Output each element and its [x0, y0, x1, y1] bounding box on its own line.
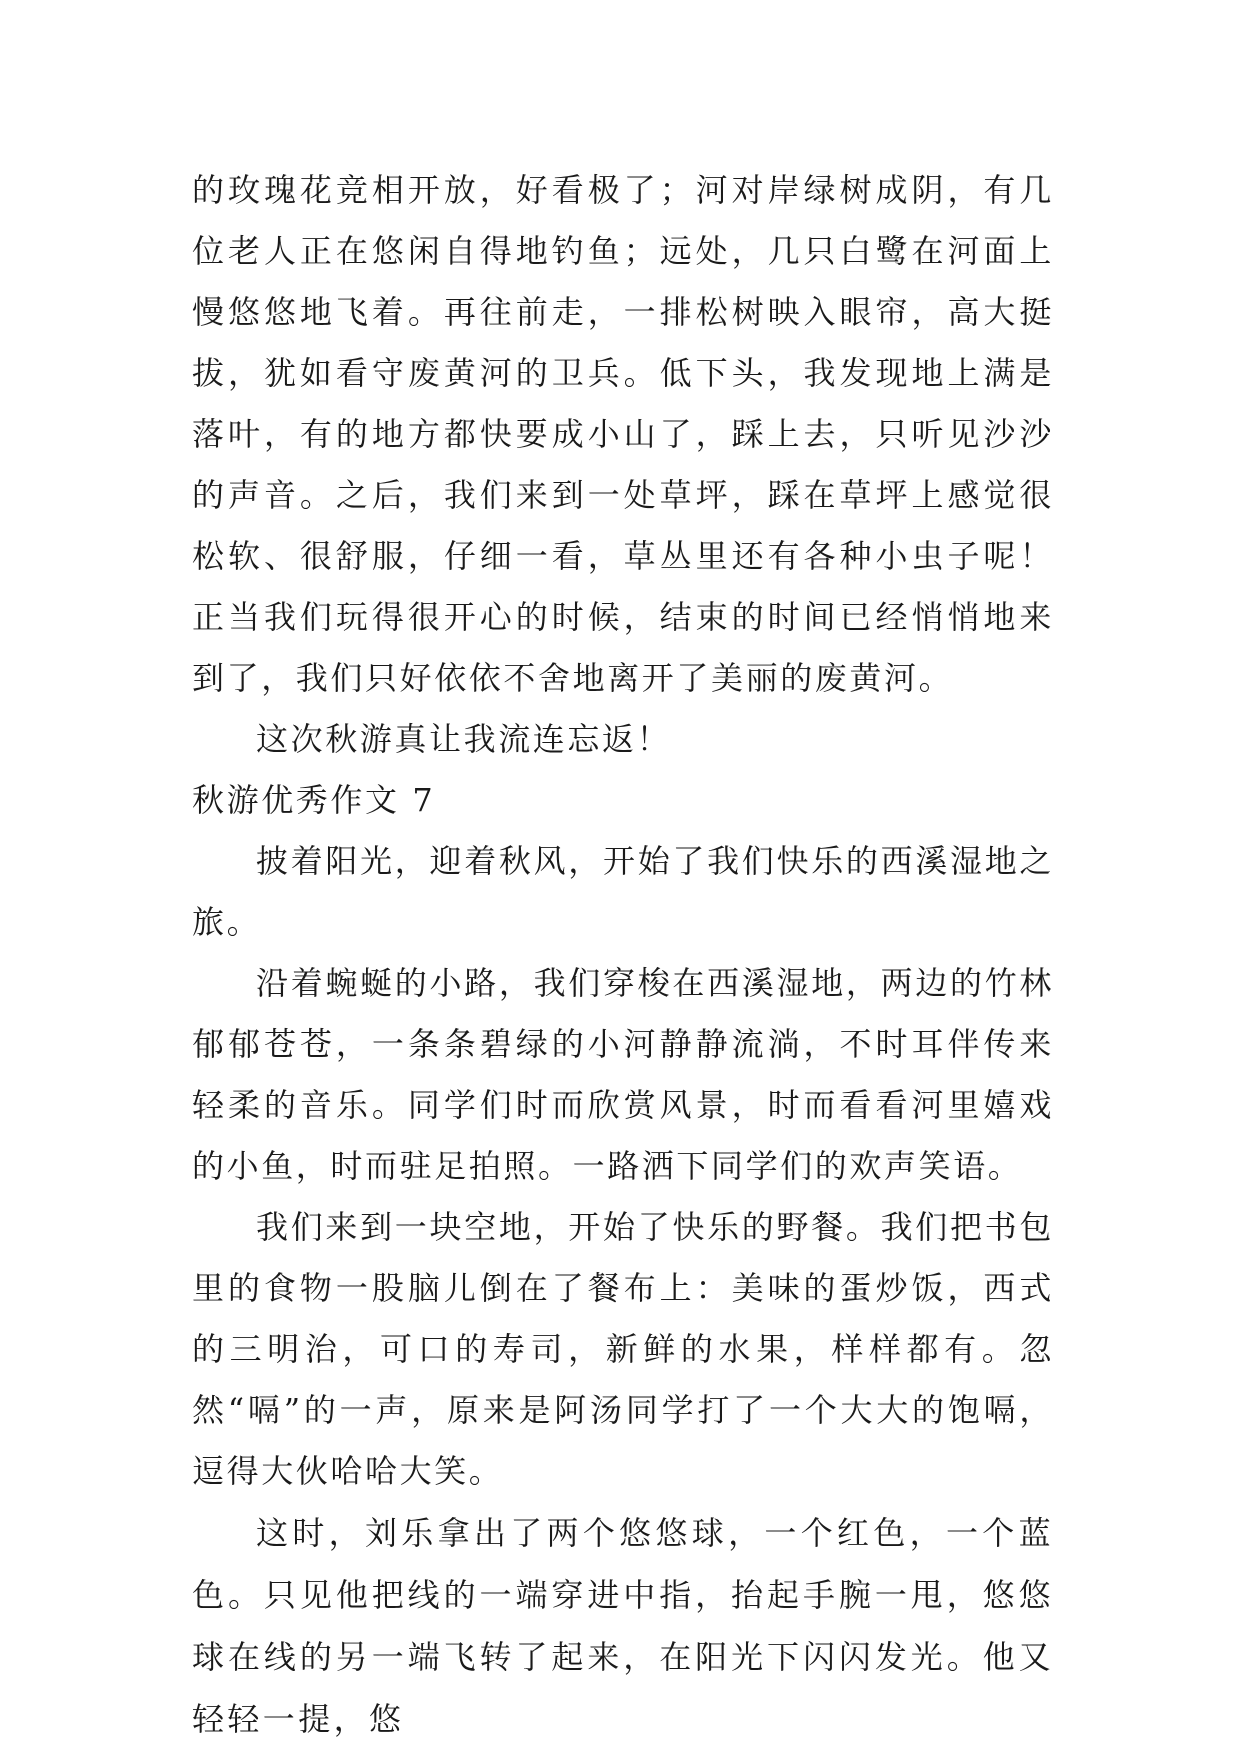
- paragraph-4: 沿着蜿蜒的小路，我们穿梭在西溪湿地，两边的竹林郁郁苍苍，一条条碧绿的小河静静流淌，不时耳伴传来轻柔的音乐。同学们时而欣赏风景，时而看看河里嬉戏的小鱼，时而驻足拍照。一路洒下同学们的欢声笑语。: [192, 964, 1054, 1185]
- document-body: [192, 160, 1054, 1750]
- section-heading: 秋游优秀作文 7: [192, 781, 436, 819]
- paragraph-5: 我们来到一块空地，开始了快乐的野餐。我们把书包里的食物一股脑儿倒在了餐布上：美味的蛋炒饭，西式的三明治，可口的寿司，新鲜的水果，样样都有。忽然“嗝”的一声，原来是阿汤同学打了一个大大的饱嗝，逗得大伙哈哈大笑。: [192, 1208, 1054, 1490]
- paragraph-6: 这时，刘乐拿出了两个悠悠球，一个红色，一个蓝色。只见他把线的一端穿进中指，抬起手腕一甩，悠悠球在线的另一端飞转了起来，在阳光下闪闪发光。他又轻轻一提，悠: [192, 1514, 1054, 1738]
- paragraph-2: 这次秋游真让我流连忘返！: [256, 720, 672, 758]
- paragraph-1: 的玫瑰花竞相开放，好看极了；河对岸绿树成阴，有几位老人正在悠闲自得地钓鱼；远处，几只白鹭在河面上慢悠悠地飞着。再往前走，一排松树映入眼帘，高大挺拔，犹如看守废黄河的卫兵。低下头，我发现地上满是落叶，有的地方都快要成小山了，踩上去，只听见沙沙的声音。之后，我们来到一处草坪，踩在草坪上感觉很松软、很舒服，仔细一看，草丛里还有各种小虫子呢！正当我们玩得很开心的时候，结束的时间已经悄悄地来到了，我们只好依依不舍地离开了美丽的废黄河。: [192, 171, 1054, 697]
- paragraph-3: 披着阳光，迎着秋风，开始了我们快乐的西溪湿地之旅。: [192, 842, 1054, 941]
